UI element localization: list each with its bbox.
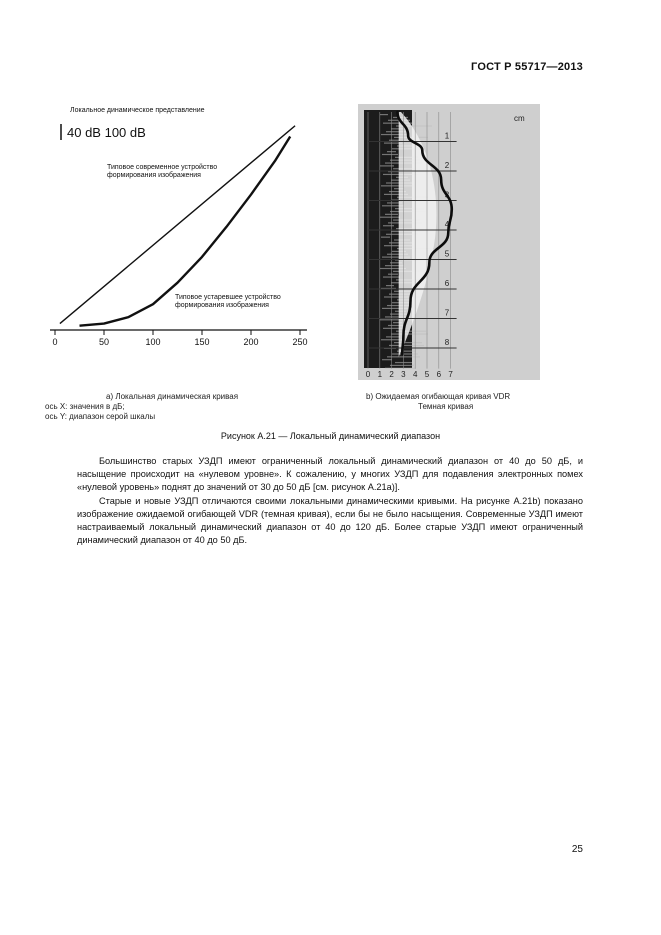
figure-b-caption: b) Ожидаемая огибающая кривая VDR — [366, 392, 511, 401]
x-tick-label: 4 — [412, 370, 418, 379]
y-tick-label: 3 — [444, 190, 450, 200]
vdr-envelope-chart — [358, 104, 540, 380]
x-tick-label: 0 — [52, 337, 58, 347]
speckle — [383, 225, 394, 226]
y-tick-label: 7 — [444, 308, 450, 318]
speckle — [391, 333, 428, 334]
x-tick-label: 0 — [365, 370, 371, 379]
figure-a-caption: а) Локальная динамическая кривая — [106, 392, 239, 401]
speckle — [394, 342, 422, 343]
upper-curve-label-2: формирования изображения — [107, 172, 201, 179]
standard-header: ГОСТ Р 55717—2013 — [471, 61, 583, 73]
x-tick-label: 1 — [377, 370, 383, 379]
paragraph: Старые и новые УЗДП отличаются своими локальными динамическими кривыми. На рисунке А.21b) показано изображение ожидаемой огибающей VDR (темная кривая), если бы не было насыщения. Современные УЗДП имеют настраиваемый локальный динамический диапазон от 40 до 120 дБ. Более старые УЗДП имеют ограниченный динамический диапазон от 40 до 50 дБ. — [77, 495, 583, 546]
speckle — [380, 114, 388, 115]
x-tick-label: 3 — [401, 370, 406, 379]
speckle — [389, 140, 400, 141]
speckle — [386, 336, 400, 337]
paragraph: Большинство старых УЗДП имеют ограниченный локальный динамический диапазон от 40 до 50 дБ, и насыщение происходит на «нулевом уровне». К сожалению, у многих УЗДП для подавления электронных помех «нулевой уровень» поднят до значений от 30 до 50 дБ [см. рисунок А.21а)]. — [77, 456, 583, 493]
speckle — [388, 274, 398, 275]
speckle — [386, 285, 394, 286]
chart-a-top-label: Локальное динамическое представление — [70, 107, 205, 114]
speckle — [392, 353, 418, 354]
speckle — [380, 217, 400, 218]
y-tick-label: 4 — [444, 220, 450, 229]
x-tick-label: 50 — [98, 337, 110, 347]
y-tick-label: 6 — [444, 279, 450, 288]
upper-curve-label-1: Типовое современное устройство — [107, 164, 218, 171]
x-tick-label: 150 — [194, 337, 210, 347]
page-number: 25 — [571, 844, 583, 855]
y-tick-label: 8 — [444, 338, 450, 347]
cm-label: cm — [514, 114, 525, 123]
speckle — [390, 365, 414, 366]
speckle — [382, 154, 398, 155]
local-dynamic-curve-chart — [45, 100, 315, 350]
body-text — [77, 455, 583, 547]
lower-curve-label-1: Типовое устаревшее устройство — [175, 294, 281, 301]
x-tick-label: 100 — [145, 337, 161, 347]
y-tick-label: 2 — [444, 161, 450, 170]
y-tick-label: 5 — [444, 249, 450, 259]
speckle — [381, 237, 390, 238]
x-tick-label: 7 — [448, 370, 453, 379]
figure-b-subcaption: Темная кривая — [418, 402, 474, 411]
range-label: 40 dB 100 dB — [67, 125, 146, 140]
speckle — [389, 345, 424, 346]
x-tick-label: 250 — [292, 337, 308, 347]
x-tick-label: 2 — [389, 370, 394, 379]
lower-curve-label-2: формирования изображения — [175, 302, 269, 309]
axis-x-note: ось X: значения в дБ; — [45, 402, 125, 411]
x-tick-label: 6 — [436, 370, 442, 379]
speckle — [382, 359, 392, 360]
x-tick-label: 5 — [424, 370, 430, 379]
axis-y-note: ось Y: диапазон серой шкалы — [45, 412, 156, 421]
y-tick-label: 1 — [444, 131, 450, 141]
x-tick-label: 200 — [243, 337, 259, 347]
speckle — [385, 368, 416, 369]
figure-title: Рисунок А.21 — Локальный динамический диапазон — [220, 431, 441, 441]
